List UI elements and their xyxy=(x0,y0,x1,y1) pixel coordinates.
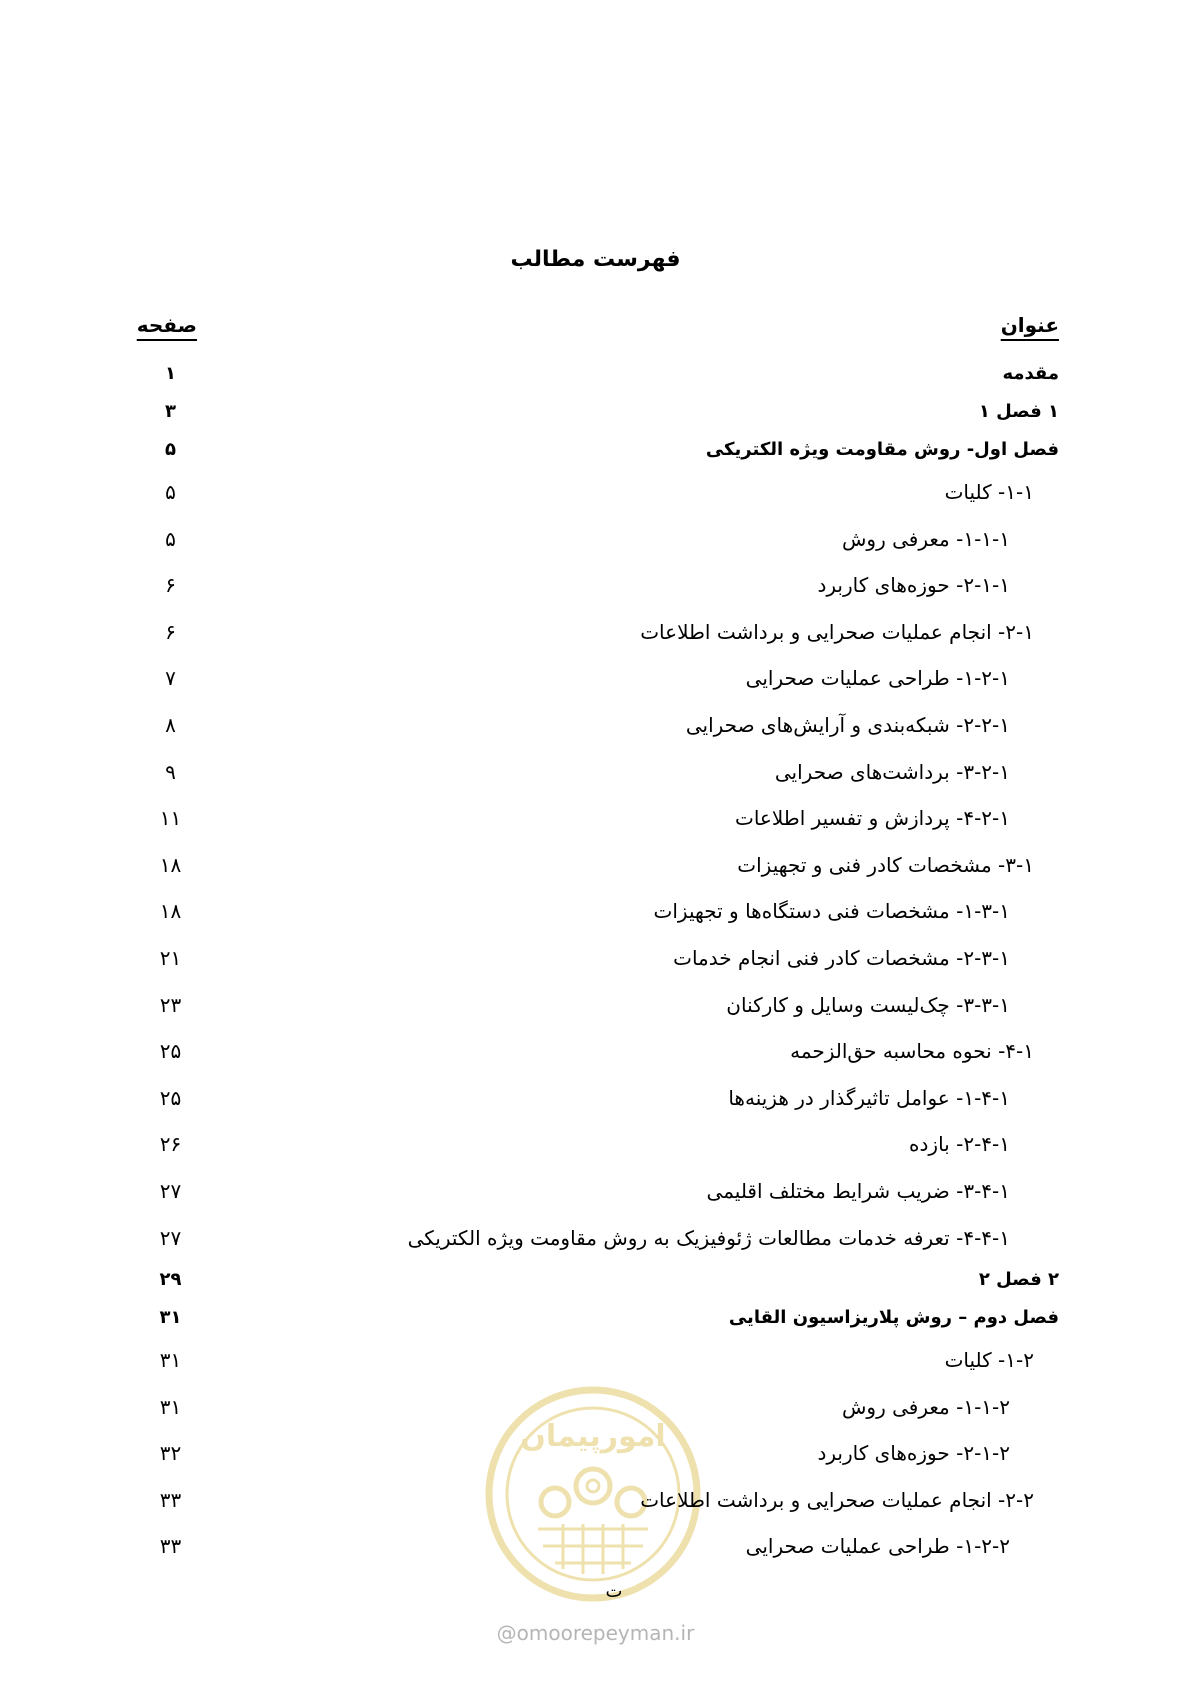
toc-entry xyxy=(144,935,1059,982)
toc-entry xyxy=(144,702,1059,749)
toc-entry-page: ۲۵ xyxy=(159,1085,182,1110)
toc-entry-page: ۸ xyxy=(165,712,176,737)
toc-entry-page: ۳۱ xyxy=(159,1307,182,1329)
toc-entry-title: ۱‏-۴‏- نحوه محاسبه حق‌الزحمه xyxy=(790,1039,1034,1064)
toc-entry-page: ۲۶ xyxy=(159,1132,182,1157)
toc-entry-page: ۷ xyxy=(165,666,176,691)
toc-entry-page: ۵ xyxy=(165,526,176,551)
toc-entry-title: فصل دوم – روش پلاریزاسیون القایی xyxy=(728,1307,1059,1329)
page-column-header: صفحه xyxy=(136,313,197,337)
toc-entry-page: ۱ xyxy=(165,363,176,384)
toc-entry-page: ۲۱ xyxy=(159,945,182,970)
toc-entry xyxy=(144,355,1059,393)
toc-entry-page: ۲۵ xyxy=(159,1039,182,1064)
toc-entry xyxy=(144,888,1059,935)
toc-entry-page: ۳۱ xyxy=(159,1348,182,1373)
toc-entry-title: فصل اول- روش مقاومت ویژه الکتریکی xyxy=(705,439,1059,460)
toc-entry xyxy=(144,609,1059,656)
toc-entry-title: ۱‏-۳‏-۱‏- مشخصات فنی دستگاه‌ها و تجهیزات xyxy=(653,899,1010,924)
toc-entry-title: ۱‏-۲‏-۲‏- شبکه‌بندی و آرایش‌های صحرایی xyxy=(685,712,1010,737)
toc-entry-title: ۲ فصل ۲ xyxy=(978,1269,1059,1291)
toc-entry-title: ۱‏-۴‏-۱‏- عوامل تاثیرگذار در هزینه‌ها xyxy=(728,1085,1010,1110)
toc-entry-page: ۳۱ xyxy=(159,1394,182,1419)
toc-entry-title: ۲‏-۱‏- کلیات xyxy=(944,1348,1034,1373)
toc-entry-title: ۱‏-۲‏- انجام عملیات صحرایی و برداشت اطلاعات xyxy=(640,619,1034,644)
toc-entry-title: ۱‏-۳‏-۳‏- چک‌لیست وسایل و کارکنان xyxy=(726,992,1010,1017)
toc-entry-title: ۱‏-۲‏-۳‏- برداشت‌های صحرایی xyxy=(774,759,1010,784)
toc-entry-title: ۱‏-۳‏- مشخصات کادر فنی و تجهیزات xyxy=(737,852,1034,877)
toc-entry-page: ۵ xyxy=(165,480,176,504)
toc-entry xyxy=(144,1168,1059,1215)
toc-entry-page: ۲۳ xyxy=(159,992,182,1017)
toc-entry-title: ۲‏-۲‏-۱‏- طراحی عملیات صحرایی xyxy=(745,1534,1010,1559)
toc-entry xyxy=(144,795,1059,842)
toc-entry-title: ۱ فصل ۱ xyxy=(978,401,1059,422)
toc-entry xyxy=(144,469,1059,516)
toc-entry-page: ۱۸ xyxy=(159,852,182,877)
toc-entry xyxy=(144,749,1059,796)
toc-entry-title: ۲‏-۱‏-۱‏- معرفی روش xyxy=(842,1394,1010,1419)
toc-entry xyxy=(144,1261,1059,1299)
toc-entry xyxy=(144,1477,1059,1524)
toc-entry xyxy=(144,1384,1059,1431)
toc-entry xyxy=(144,842,1059,889)
toc-entry-page: ۹ xyxy=(165,759,176,784)
toc-entry-title: ۱‏-۲‏-۴‏- پردازش و تفسیر اطلاعات xyxy=(735,806,1010,831)
toc-entry xyxy=(144,1121,1059,1168)
page-number-letter: ت xyxy=(605,1581,623,1602)
watermark-url: @omoorepeyman.ir xyxy=(496,1621,695,1645)
toc-entry-page: ۵ xyxy=(165,439,176,460)
toc-entry-title: ۲‏-۱‏-۲‏- حوزه‌های کاربرد xyxy=(817,1441,1010,1466)
toc-entry-page: ۱۸ xyxy=(159,899,182,924)
toc-entry-title: ۱‏-۱‏-۲‏- حوزه‌های کاربرد xyxy=(817,573,1010,598)
toc-entry-title: ۱‏-۲‏-۱‏- طراحی عملیات صحرایی xyxy=(745,666,1010,691)
toc-entry-title: ۱‏-۱‏-۱‏- معرفی روش xyxy=(842,526,1010,551)
logo-lettering: امورپیمان xyxy=(520,1419,666,1454)
toc-entry-page: ۲۷ xyxy=(159,1225,182,1250)
toc-entry xyxy=(144,1028,1059,1075)
toc-entry-title: ۱‏-۱‏- کلیات xyxy=(944,480,1034,504)
toc-entry xyxy=(144,982,1059,1029)
toc-entry xyxy=(144,655,1059,702)
table-of-contents xyxy=(144,355,1059,1570)
toc-entry xyxy=(144,1430,1059,1477)
toc-entry xyxy=(144,1337,1059,1384)
toc-entry-page: ۲۷ xyxy=(159,1178,182,1203)
toc-entry-title: ۱‏-۳‏-۲‏- مشخصات کادر فنی انجام خدمات xyxy=(673,945,1010,970)
toc-entry-title: ۱‏-۴‏-۳‏- ضریب شرایط مختلف اقلیمی xyxy=(706,1178,1010,1203)
toc-entry xyxy=(144,562,1059,609)
toc-entry xyxy=(144,1075,1059,1122)
toc-entry-title: ۱‏-۴‏-۲‏- بازده xyxy=(909,1132,1010,1157)
toc-entry-page: ۱۱ xyxy=(159,806,182,831)
toc-entry-title: مقدمه xyxy=(1002,363,1059,384)
toc-entry xyxy=(144,516,1059,563)
toc-entry-title: ۲‏-۲‏- انجام عملیات صحرایی و برداشت اطلاعات xyxy=(640,1487,1034,1512)
toc-entry-page: ۲۹ xyxy=(159,1269,182,1291)
toc-entry-title: ۱‏-۴‏-۴‏- تعرفه خدمات مطالعات ژئوفیزیک به روش مقاومت ویژه الکتریکی xyxy=(407,1225,1010,1250)
toc-entry xyxy=(144,1215,1059,1262)
toc-entry-page: ۳۳ xyxy=(159,1534,182,1559)
title-column-header: عنوان xyxy=(1000,313,1059,337)
page-title: فهرست مطالب xyxy=(510,247,681,272)
toc-entry-page: ۳۲ xyxy=(159,1441,182,1466)
toc-entry xyxy=(144,431,1059,469)
toc-entry-page: ۶ xyxy=(165,573,176,598)
toc-entry-page: ۳ xyxy=(165,401,176,422)
toc-entry xyxy=(144,1299,1059,1337)
toc-entry-page: ۶ xyxy=(165,619,176,644)
toc-entry xyxy=(144,1523,1059,1570)
toc-entry xyxy=(144,393,1059,431)
toc-entry-page: ۳۳ xyxy=(159,1487,182,1512)
